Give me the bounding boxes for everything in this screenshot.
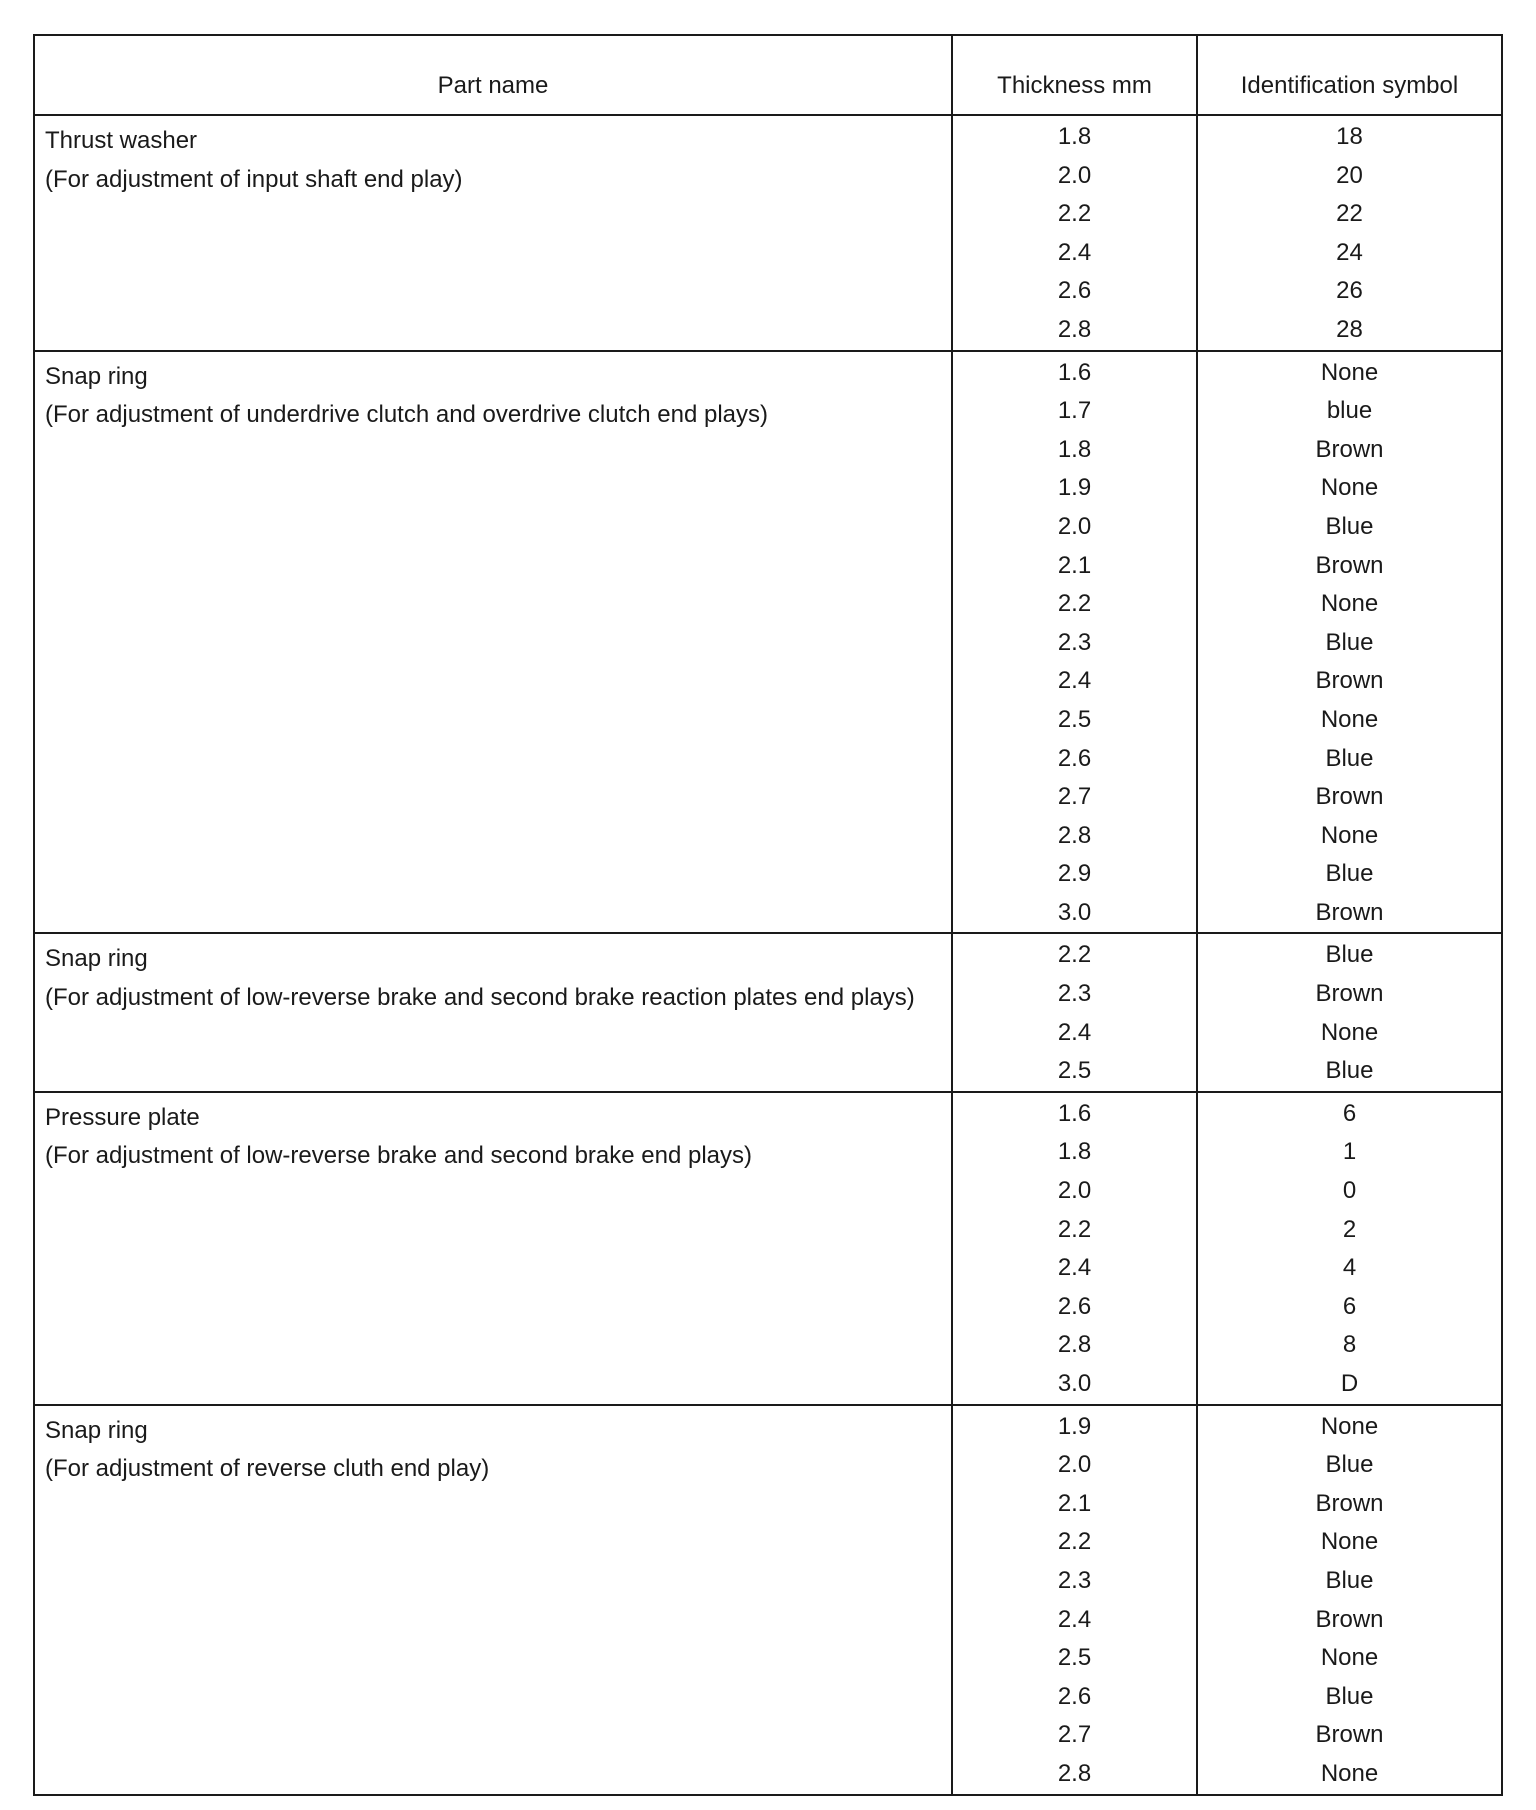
thickness-value: 2.8 — [1057, 821, 1092, 849]
part-name: Snap ring — [45, 1416, 148, 1444]
thickness-value: 2.3 — [1057, 1566, 1092, 1594]
part-note: (For adjustment of underdrive clutch and overdrive clutch end plays) — [45, 401, 769, 429]
thickness-value: 2.7 — [1057, 783, 1092, 811]
part-cell — [35, 934, 953, 1090]
identification-symbol: Brown — [1315, 1489, 1384, 1517]
thickness-value: 2.6 — [1057, 1682, 1092, 1710]
thickness-value: 2.0 — [1057, 512, 1092, 540]
part-group — [35, 116, 1501, 352]
identification-symbol: None — [1320, 590, 1379, 618]
thickness-value: 2.4 — [1057, 1018, 1092, 1046]
identification-symbol: None — [1320, 1759, 1379, 1787]
identification-column — [1198, 1406, 1501, 1794]
thickness-value: 1.6 — [1057, 1099, 1092, 1127]
thickness-value: 2.6 — [1057, 1292, 1092, 1320]
thickness-value: 2.5 — [1057, 1057, 1092, 1085]
identification-symbol: None — [1320, 1018, 1379, 1046]
identification-symbol: Brown — [1315, 783, 1384, 811]
thickness-value: 2.5 — [1057, 705, 1092, 733]
thickness-value: 2.1 — [1057, 1489, 1092, 1517]
part-name: Thrust washer — [45, 127, 198, 154]
thickness-value: 3.0 — [1057, 1370, 1092, 1397]
thickness-value: 2.2 — [1057, 941, 1092, 969]
identification-symbol: Brown — [1315, 898, 1384, 926]
thickness-value: 2.4 — [1057, 667, 1092, 695]
identification-symbol: 24 — [1336, 238, 1363, 266]
thickness-value: 2.2 — [1057, 200, 1092, 228]
table-header — [35, 36, 1501, 116]
part-cell — [35, 1093, 953, 1404]
part-note: (For adjustment of input shaft end play) — [45, 165, 463, 193]
thickness-value: 3.0 — [1057, 898, 1092, 926]
identification-symbol: 8 — [1342, 1331, 1357, 1359]
thickness-value: 2.3 — [1057, 628, 1092, 656]
identification-symbol: 2 — [1342, 1215, 1357, 1243]
identification-symbol: Blue — [1325, 1566, 1374, 1594]
identification-symbol: Blue — [1325, 1682, 1374, 1710]
part-note: (For adjustment of low-reverse brake and second brake end plays) — [45, 1142, 753, 1170]
header-part-name: Part name — [35, 36, 953, 114]
identification-symbol: Brown — [1315, 980, 1384, 1008]
identification-symbol: None — [1320, 1412, 1379, 1440]
thickness-value: 2.6 — [1057, 277, 1092, 305]
thickness-value: 1.7 — [1057, 397, 1092, 425]
part-cell — [35, 1406, 953, 1794]
identification-symbol: 4 — [1342, 1254, 1357, 1282]
thickness-value: 2.4 — [1057, 1605, 1092, 1633]
identification-column — [1198, 934, 1501, 1090]
part-cell — [35, 352, 953, 933]
table-body — [35, 116, 1501, 1794]
identification-symbol: Blue — [1325, 1057, 1374, 1085]
part-group — [35, 934, 1501, 1092]
identification-symbol: 6 — [1342, 1099, 1357, 1127]
identification-symbol: Blue — [1325, 1451, 1374, 1479]
part-group — [35, 352, 1501, 935]
header-identification: Identification symbol — [1240, 72, 1459, 99]
identification-symbol: D — [1340, 1370, 1359, 1397]
identification-symbol: 22 — [1336, 200, 1363, 228]
thickness-value: 1.6 — [1057, 358, 1092, 386]
thickness-column — [953, 1406, 1198, 1794]
identification-column — [1198, 1093, 1501, 1404]
identification-symbol: 1 — [1342, 1138, 1357, 1166]
part-group — [35, 1406, 1501, 1794]
thickness-value: 2.4 — [1057, 238, 1092, 266]
identification-symbol: Brown — [1315, 667, 1384, 695]
thickness-value: 1.8 — [1057, 1138, 1092, 1166]
thickness-value: 2.0 — [1057, 1451, 1092, 1479]
identification-symbol: Blue — [1325, 628, 1374, 656]
identification-symbol: 6 — [1342, 1292, 1357, 1320]
thickness-value: 2.3 — [1057, 980, 1092, 1008]
thickness-value: 2.2 — [1057, 1528, 1092, 1556]
identification-symbol: None — [1320, 1528, 1379, 1556]
thickness-value: 2.6 — [1057, 744, 1092, 772]
part-note: (For adjustment of reverse cluth end play) — [45, 1455, 490, 1483]
thickness-value: 2.1 — [1057, 551, 1092, 579]
identification-symbol: Brown — [1315, 1605, 1384, 1633]
identification-symbol: Brown — [1315, 1721, 1384, 1749]
thickness-value: 2.0 — [1057, 161, 1092, 189]
thickness-column — [953, 116, 1198, 350]
thickness-column — [953, 934, 1198, 1090]
identification-symbol: Blue — [1325, 941, 1374, 969]
thickness-value: 2.5 — [1057, 1644, 1092, 1672]
thickness-value: 1.8 — [1057, 435, 1092, 463]
identification-symbol: Brown — [1315, 435, 1384, 463]
thickness-value: 2.8 — [1057, 1331, 1092, 1359]
thickness-value: 2.8 — [1057, 315, 1092, 343]
identification-column — [1198, 352, 1501, 933]
identification-symbol: 18 — [1336, 123, 1363, 150]
thickness-column — [953, 1093, 1198, 1404]
thickness-value: 2.8 — [1057, 1759, 1092, 1787]
part-cell — [35, 116, 953, 350]
header-thickness: Thickness mm — [953, 36, 1198, 114]
identification-symbol: None — [1320, 1644, 1379, 1672]
identification-symbol: None — [1320, 358, 1379, 386]
thickness-value: 2.4 — [1057, 1254, 1092, 1282]
parts-table — [33, 34, 1503, 1796]
thickness-value: 2.7 — [1057, 1721, 1092, 1749]
thickness-value: 2.0 — [1057, 1177, 1092, 1205]
identification-symbol: None — [1320, 821, 1379, 849]
identification-column — [1198, 116, 1501, 350]
identification-symbol: 28 — [1336, 315, 1363, 343]
part-name: Pressure plate — [45, 1103, 200, 1131]
identification-symbol: None — [1320, 705, 1379, 733]
identification-symbol: Brown — [1315, 551, 1384, 579]
part-name: Snap ring — [45, 945, 148, 973]
thickness-value: 1.9 — [1057, 474, 1092, 502]
thickness-value: 2.2 — [1057, 590, 1092, 618]
thickness-value: 1.9 — [1057, 1412, 1092, 1440]
part-note: (For adjustment of low-reverse brake and second brake reaction plates end plays) — [45, 984, 915, 1012]
thickness-value: 1.8 — [1057, 123, 1092, 150]
identification-symbol: Blue — [1325, 512, 1374, 540]
identification-symbol: None — [1320, 474, 1379, 502]
thickness-value: 2.9 — [1057, 860, 1092, 888]
identification-symbol: 26 — [1336, 277, 1363, 305]
identification-symbol: Blue — [1325, 744, 1374, 772]
identification-symbol: Blue — [1325, 860, 1374, 888]
part-name: Snap ring — [45, 362, 148, 390]
part-group — [35, 1093, 1501, 1406]
thickness-column — [953, 352, 1198, 933]
identification-symbol: 20 — [1336, 161, 1363, 189]
identification-symbol: blue — [1326, 397, 1373, 425]
identification-symbol: 0 — [1342, 1177, 1357, 1205]
thickness-value: 2.2 — [1057, 1215, 1092, 1243]
